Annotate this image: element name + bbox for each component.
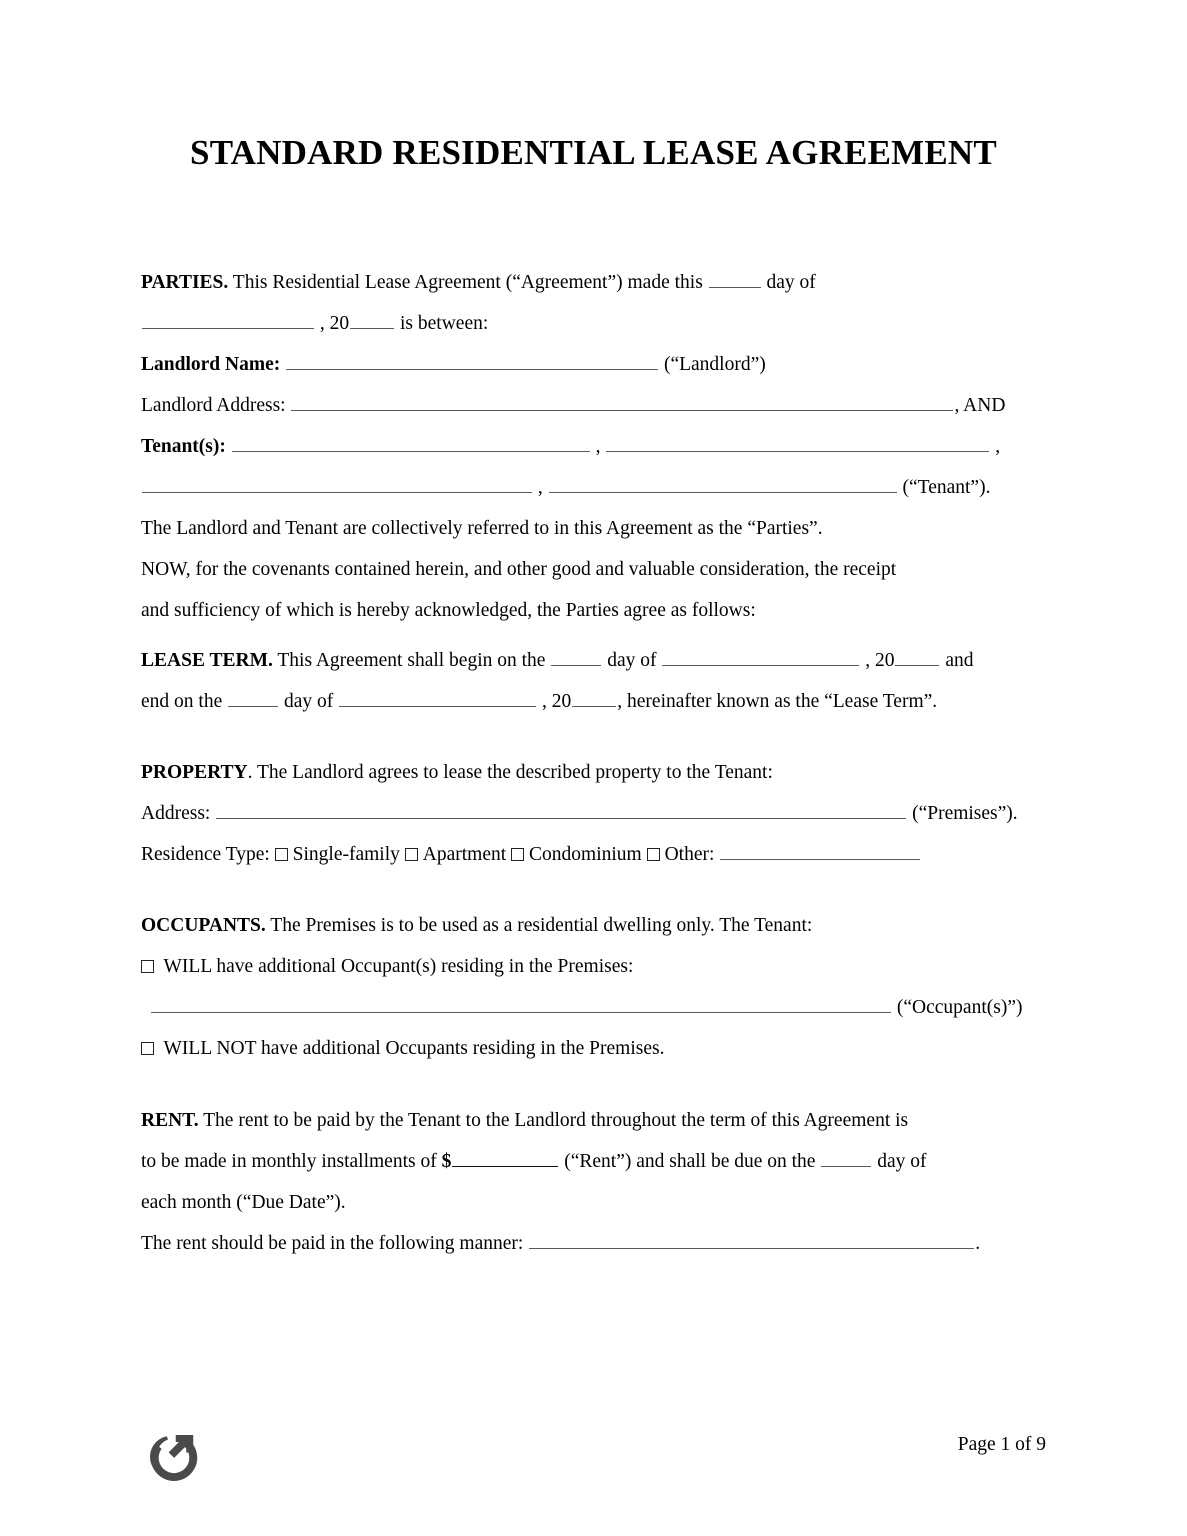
occupants-heading: OCCUPANTS. xyxy=(141,915,266,936)
lease-term-t2: day of xyxy=(602,650,662,671)
tenant-4-input[interactable] xyxy=(549,476,897,493)
occupants-will-line xyxy=(141,946,1046,987)
occupants-will-label: WILL have additional Occupant(s) residing in the Premises: xyxy=(163,956,634,977)
lease-end-month-blank[interactable] xyxy=(339,690,536,707)
lease-end-year-blank[interactable] xyxy=(572,690,616,707)
section-property xyxy=(141,752,1046,875)
tenants-comma-1: , xyxy=(595,436,601,457)
rent-dollar-sign: $ xyxy=(441,1151,452,1172)
rent-r7: . xyxy=(975,1233,981,1254)
parties-line2-mid: , 20 xyxy=(315,313,350,334)
lease-begin-day-blank[interactable] xyxy=(551,649,601,666)
lease-term-t1: This Agreement shall begin on the xyxy=(272,650,551,671)
landlord-name-label: Landlord Name: xyxy=(141,354,281,375)
landlord-address-input[interactable] xyxy=(291,394,953,411)
parties-line-2 xyxy=(141,303,1046,344)
checkbox-apartment[interactable] xyxy=(405,848,418,861)
parties-line-1 xyxy=(141,262,1046,303)
parties-paragraph-line-2: NOW, for the covenants contained herein, and other good and valuable consideration, the receipt xyxy=(141,559,897,580)
lease-term-heading: LEASE TERM. xyxy=(141,650,273,671)
tenants-comma-3: , xyxy=(537,477,543,498)
page-number: Page 1 of 9 xyxy=(957,1434,1046,1455)
checkbox-will-not-have-occupants[interactable] xyxy=(141,1042,154,1055)
property-address-input[interactable] xyxy=(216,802,906,819)
occupants-will-not-line xyxy=(141,1028,1046,1069)
landlord-address-line xyxy=(141,385,1046,426)
residence-type-line xyxy=(141,834,1046,875)
option-apartment: Apartment xyxy=(422,844,507,865)
checkbox-condominium[interactable] xyxy=(511,848,524,861)
section-occupants xyxy=(141,905,1046,1069)
parties-heading: PARTIES. xyxy=(141,272,229,293)
tenant-1-input[interactable] xyxy=(232,435,590,452)
tenants-line-1 xyxy=(141,426,1046,467)
property-heading-line xyxy=(141,752,1046,793)
parties-line1-text: This Residential Lease Agreement (“Agreement”) made this xyxy=(228,272,708,293)
lease-term-t7: , 20 xyxy=(537,691,572,712)
lease-end-day-blank[interactable] xyxy=(228,690,278,707)
parties-paragraph-line-1: The Landlord and Tenant are collectively referred to in this Agreement as the “Parties”. xyxy=(141,518,823,539)
landlord-address-suffix: , AND xyxy=(954,395,1006,416)
lease-begin-year-blank[interactable] xyxy=(895,649,939,666)
rent-due-day-blank[interactable] xyxy=(821,1150,871,1167)
rent-r4: day of xyxy=(872,1151,927,1172)
lease-term-t3: , 20 xyxy=(860,650,895,671)
occupants-names-line xyxy=(141,987,1046,1028)
lease-term-t8: , hereinafter known as the “Lease Term”. xyxy=(617,691,938,712)
tenant-2-input[interactable] xyxy=(606,435,989,452)
lease-term-t4: and xyxy=(940,650,974,671)
lease-term-t6: day of xyxy=(279,691,339,712)
occupants-suffix: (“Occupant(s)”) xyxy=(896,997,1023,1018)
parties-paragraph-line-3: and sufficiency of which is hereby acknowledged, the Parties agree as follows: xyxy=(141,600,756,621)
residence-type-label: Residence Type: xyxy=(141,844,270,865)
tenants-suffix: (“Tenant”). xyxy=(902,477,991,498)
checkbox-single-family[interactable] xyxy=(275,848,288,861)
section-lease-term xyxy=(141,640,1046,722)
landlord-name-line xyxy=(141,344,1046,385)
tenant-3-input[interactable] xyxy=(142,476,532,493)
property-address-suffix: (“Premises”). xyxy=(912,803,1018,824)
rent-heading: RENT. xyxy=(141,1110,199,1131)
parties-day-blank[interactable] xyxy=(709,271,761,288)
property-address-label: Address: xyxy=(141,803,211,824)
rent-r3: (“Rent”) and shall be due on the xyxy=(559,1151,821,1172)
lease-term-line-1 xyxy=(141,640,1046,681)
tenants-comma-2: , xyxy=(995,436,1001,457)
lease-term-t5: end on the xyxy=(141,691,228,712)
section-rent xyxy=(141,1100,1046,1264)
lease-term-line-2 xyxy=(141,681,1046,722)
checkbox-other[interactable] xyxy=(647,848,660,861)
rent-r6: The rent should be paid in the following manner: xyxy=(141,1233,529,1254)
section-parties xyxy=(141,262,1046,631)
occupants-heading-rest: The Premises is to be used as a residential dwelling only. The Tenant: xyxy=(265,915,813,936)
landlord-address-label: Landlord Address: xyxy=(141,395,286,416)
occupant-names-input[interactable] xyxy=(151,996,891,1013)
parties-year-blank[interactable] xyxy=(350,312,394,329)
rent-amount-input[interactable] xyxy=(452,1150,558,1167)
checkbox-will-have-occupants[interactable] xyxy=(141,960,154,973)
tenants-line-2 xyxy=(141,467,1046,508)
rent-line-4 xyxy=(141,1223,1046,1264)
rent-r2: to be made in monthly installments of xyxy=(141,1151,442,1172)
occupants-will-not-label: WILL NOT have additional Occupants residing in the Premises. xyxy=(163,1038,665,1059)
occupants-heading-line xyxy=(141,905,1046,946)
residence-other-input[interactable] xyxy=(720,843,920,860)
option-other-label: Other: xyxy=(664,844,715,865)
property-address-line xyxy=(141,793,1046,834)
page-title: STANDARD RESIDENTIAL LEASE AGREEMENT xyxy=(190,133,997,172)
landlord-name-suffix: (“Landlord”) xyxy=(663,354,766,375)
parties-month-blank[interactable] xyxy=(142,312,314,329)
property-heading: PROPERTY xyxy=(141,762,248,783)
rent-r1: The rent to be paid by the Tenant to the Landlord throughout the term of this Agreement is xyxy=(198,1110,909,1131)
rent-line-2 xyxy=(141,1141,1046,1182)
rent-manner-input[interactable] xyxy=(529,1232,974,1249)
parties-line1-after: day of xyxy=(761,272,816,293)
landlord-name-input[interactable] xyxy=(286,353,658,370)
tenants-label: Tenant(s): xyxy=(141,436,226,457)
rent-line-1 xyxy=(141,1100,1046,1141)
parties-line2-end: is between: xyxy=(395,313,489,334)
lease-begin-month-blank[interactable] xyxy=(662,649,859,666)
rent-line-3: each month (“Due Date”). xyxy=(141,1192,346,1213)
option-single-family: Single-family xyxy=(292,844,400,865)
property-heading-rest: . The Landlord agrees to lease the described property to the Tenant: xyxy=(247,762,773,783)
external-link-circle-logo xyxy=(146,1428,202,1484)
option-condominium: Condominium xyxy=(529,844,642,865)
